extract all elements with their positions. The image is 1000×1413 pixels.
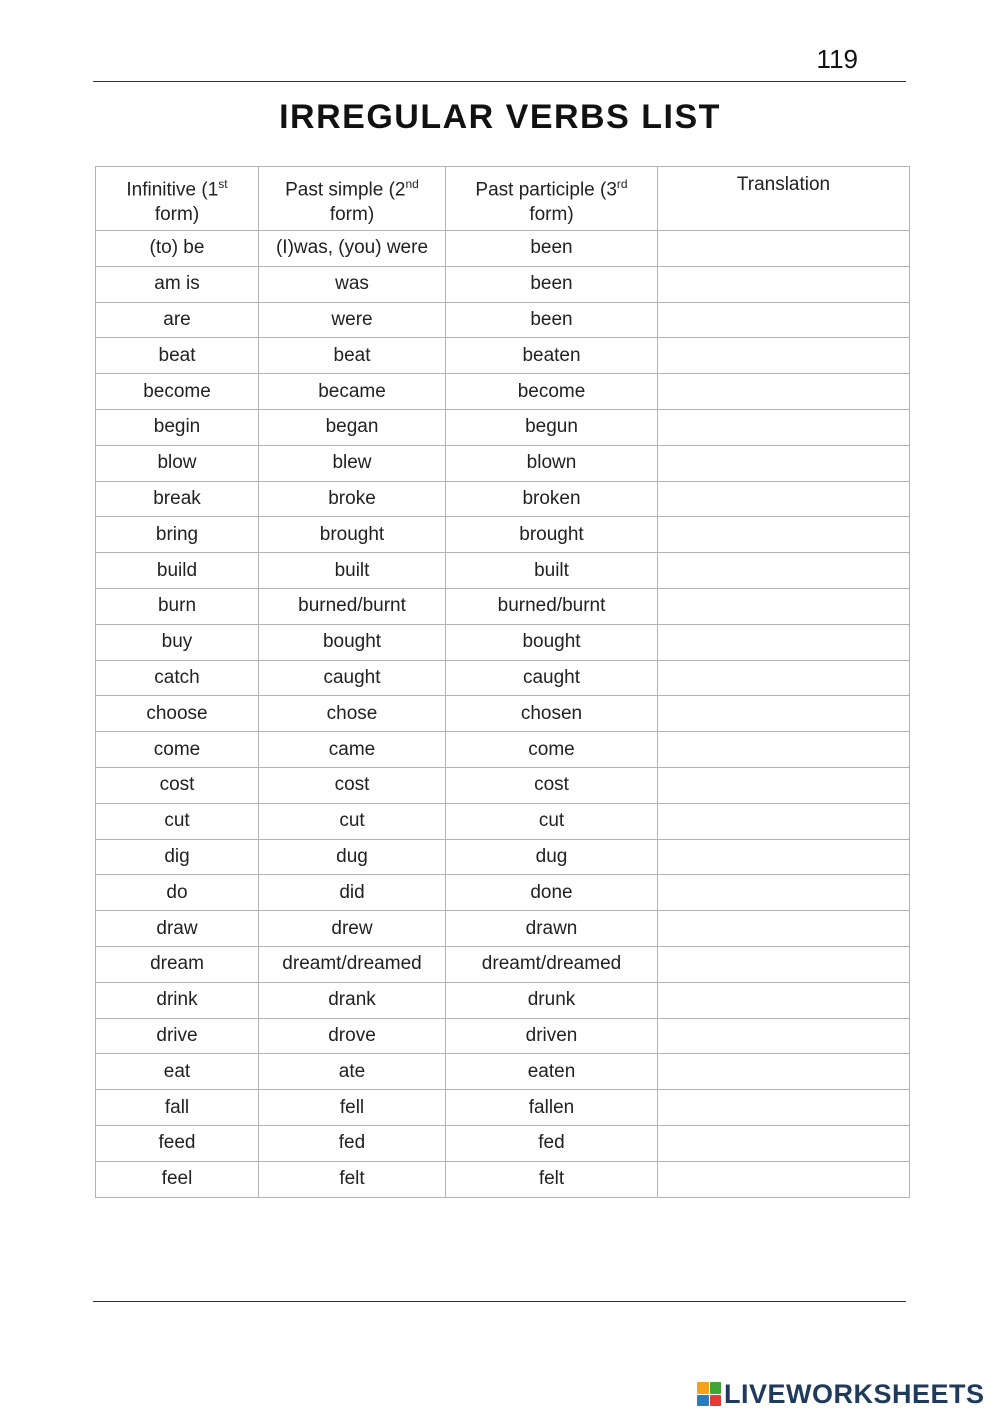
translation-cell[interactable] — [658, 302, 910, 338]
translation-cell[interactable] — [658, 1054, 910, 1090]
translation-cell[interactable] — [658, 338, 910, 374]
translation-cell[interactable] — [658, 445, 910, 481]
header-past-simple: Past simple (2nd form) — [259, 167, 446, 231]
past-participle-cell: done — [446, 875, 658, 911]
table-row — [96, 732, 910, 768]
table-row — [96, 481, 910, 517]
past-simple-cell: caught — [259, 660, 446, 696]
past-participle-cell: drawn — [446, 911, 658, 947]
past-participle-cell: dreamt/dreamed — [446, 946, 658, 982]
past-simple-cell: ate — [259, 1054, 446, 1090]
translation-cell[interactable] — [658, 660, 910, 696]
past-simple-cell: cut — [259, 803, 446, 839]
liveworksheets-brand — [697, 1377, 985, 1411]
past-participle-cell: drunk — [446, 982, 658, 1018]
past-simple-cell: drank — [259, 982, 446, 1018]
infinitive-cell: beat — [96, 338, 259, 374]
past-participle-cell: fallen — [446, 1090, 658, 1126]
translation-cell[interactable] — [658, 946, 910, 982]
past-participle-cell: dug — [446, 839, 658, 875]
past-simple-cell: (I)was, (you) were — [259, 231, 446, 267]
brand-text: LIVEWORKSHEETS — [724, 1378, 985, 1409]
infinitive-cell: drive — [96, 1018, 259, 1054]
table-row — [96, 875, 910, 911]
past-simple-cell: cost — [259, 767, 446, 803]
past-participle-cell: burned/burnt — [446, 588, 658, 624]
infinitive-cell: cost — [96, 767, 259, 803]
logo-square-1 — [697, 1382, 709, 1394]
past-participle-cell: been — [446, 231, 658, 267]
past-participle-cell: become — [446, 374, 658, 410]
past-participle-cell: felt — [446, 1161, 658, 1197]
header-past-participle: Past participle (3rd form) — [446, 167, 658, 231]
infinitive-cell: burn — [96, 588, 259, 624]
header-infinitive: Infinitive (1st form) — [96, 167, 259, 231]
past-participle-cell: fed — [446, 1125, 658, 1161]
infinitive-cell: draw — [96, 911, 259, 947]
past-simple-cell: bought — [259, 624, 446, 660]
infinitive-cell: dream — [96, 946, 259, 982]
table-row — [96, 517, 910, 553]
translation-cell[interactable] — [658, 839, 910, 875]
infinitive-cell: build — [96, 553, 259, 589]
page-title: IRREGULAR VERBS LIST — [279, 98, 721, 136]
translation-cell[interactable] — [658, 911, 910, 947]
table-row — [96, 374, 910, 410]
infinitive-cell: begin — [96, 409, 259, 445]
logo-square-2 — [710, 1382, 722, 1394]
infinitive-cell: dig — [96, 839, 259, 875]
translation-cell[interactable] — [658, 1090, 910, 1126]
table-row — [96, 911, 910, 947]
past-simple-cell: fed — [259, 1125, 446, 1161]
past-participle-cell: begun — [446, 409, 658, 445]
past-participle-cell: beaten — [446, 338, 658, 374]
table-row — [96, 803, 910, 839]
translation-cell[interactable] — [658, 588, 910, 624]
past-simple-cell: came — [259, 732, 446, 768]
past-participle-cell: cost — [446, 767, 658, 803]
past-simple-cell: dug — [259, 839, 446, 875]
table-row — [96, 624, 910, 660]
table-row — [96, 588, 910, 624]
infinitive-cell: blow — [96, 445, 259, 481]
past-participle-cell: chosen — [446, 696, 658, 732]
translation-cell[interactable] — [658, 409, 910, 445]
infinitive-cell: break — [96, 481, 259, 517]
header-divider — [93, 81, 906, 82]
table-row — [96, 1054, 910, 1090]
infinitive-cell: feed — [96, 1125, 259, 1161]
translation-cell[interactable] — [658, 1161, 910, 1197]
infinitive-cell: become — [96, 374, 259, 410]
table-row — [96, 302, 910, 338]
past-simple-cell: fell — [259, 1090, 446, 1126]
translation-cell[interactable] — [658, 982, 910, 1018]
past-participle-cell: caught — [446, 660, 658, 696]
page-number: 119 — [816, 44, 858, 74]
logo-square-3 — [697, 1395, 709, 1407]
translation-cell[interactable] — [658, 374, 910, 410]
past-simple-cell: broke — [259, 481, 446, 517]
table-row — [96, 409, 910, 445]
past-simple-cell: felt — [259, 1161, 446, 1197]
past-simple-cell: did — [259, 875, 446, 911]
translation-cell[interactable] — [658, 803, 910, 839]
infinitive-cell: drink — [96, 982, 259, 1018]
infinitive-cell: choose — [96, 696, 259, 732]
translation-cell[interactable] — [658, 481, 910, 517]
table-row — [96, 839, 910, 875]
past-participle-cell: bought — [446, 624, 658, 660]
translation-cell[interactable] — [658, 767, 910, 803]
translation-cell[interactable] — [658, 696, 910, 732]
table-row — [96, 767, 910, 803]
infinitive-cell: catch — [96, 660, 259, 696]
past-participle-cell: eaten — [446, 1054, 658, 1090]
table-row — [96, 231, 910, 267]
past-simple-cell: blew — [259, 445, 446, 481]
translation-cell[interactable] — [658, 266, 910, 302]
translation-cell[interactable] — [658, 624, 910, 660]
table-row — [96, 696, 910, 732]
table-row — [96, 1018, 910, 1054]
past-simple-cell: dreamt/dreamed — [259, 946, 446, 982]
footer-divider — [93, 1301, 906, 1302]
past-simple-cell: beat — [259, 338, 446, 374]
verb-rows — [96, 231, 910, 1198]
irregular-verbs-table — [95, 166, 910, 1198]
table-row — [96, 1125, 910, 1161]
infinitive-cell: buy — [96, 624, 259, 660]
translation-cell[interactable] — [658, 1125, 910, 1161]
infinitive-cell: cut — [96, 803, 259, 839]
translation-cell[interactable] — [658, 732, 910, 768]
past-simple-cell: chose — [259, 696, 446, 732]
past-simple-cell: brought — [259, 517, 446, 553]
table-row — [96, 266, 910, 302]
table-row — [96, 1090, 910, 1126]
infinitive-cell: come — [96, 732, 259, 768]
infinitive-cell: are — [96, 302, 259, 338]
infinitive-cell: am is — [96, 266, 259, 302]
table-row — [96, 1161, 910, 1197]
liveworksheets-logo-icon — [697, 1382, 721, 1406]
translation-cell[interactable] — [658, 231, 910, 267]
past-participle-cell: built — [446, 553, 658, 589]
past-simple-cell: built — [259, 553, 446, 589]
translation-cell[interactable] — [658, 875, 910, 911]
translation-cell[interactable] — [658, 553, 910, 589]
infinitive-cell: do — [96, 875, 259, 911]
table-row — [96, 660, 910, 696]
logo-square-4 — [710, 1395, 722, 1407]
past-simple-cell: became — [259, 374, 446, 410]
past-participle-cell: been — [446, 266, 658, 302]
translation-cell[interactable] — [658, 517, 910, 553]
past-participle-cell: blown — [446, 445, 658, 481]
header-translation: Translation — [658, 167, 910, 231]
past-participle-cell: been — [446, 302, 658, 338]
past-simple-cell: was — [259, 266, 446, 302]
table-row — [96, 982, 910, 1018]
past-simple-cell: drew — [259, 911, 446, 947]
past-participle-cell: come — [446, 732, 658, 768]
past-participle-cell: broken — [446, 481, 658, 517]
past-simple-cell: drove — [259, 1018, 446, 1054]
past-simple-cell: burned/burnt — [259, 588, 446, 624]
past-participle-cell: driven — [446, 1018, 658, 1054]
past-simple-cell: were — [259, 302, 446, 338]
past-participle-cell: cut — [446, 803, 658, 839]
infinitive-cell: eat — [96, 1054, 259, 1090]
infinitive-cell: (to) be — [96, 231, 259, 267]
table-row — [96, 445, 910, 481]
infinitive-cell: bring — [96, 517, 259, 553]
infinitive-cell: fall — [96, 1090, 259, 1126]
table-row — [96, 946, 910, 982]
table-row — [96, 338, 910, 374]
table-row — [96, 553, 910, 589]
past-simple-cell: began — [259, 409, 446, 445]
past-participle-cell: brought — [446, 517, 658, 553]
table-header-row — [96, 167, 910, 231]
translation-cell[interactable] — [658, 1018, 910, 1054]
infinitive-cell: feel — [96, 1161, 259, 1197]
